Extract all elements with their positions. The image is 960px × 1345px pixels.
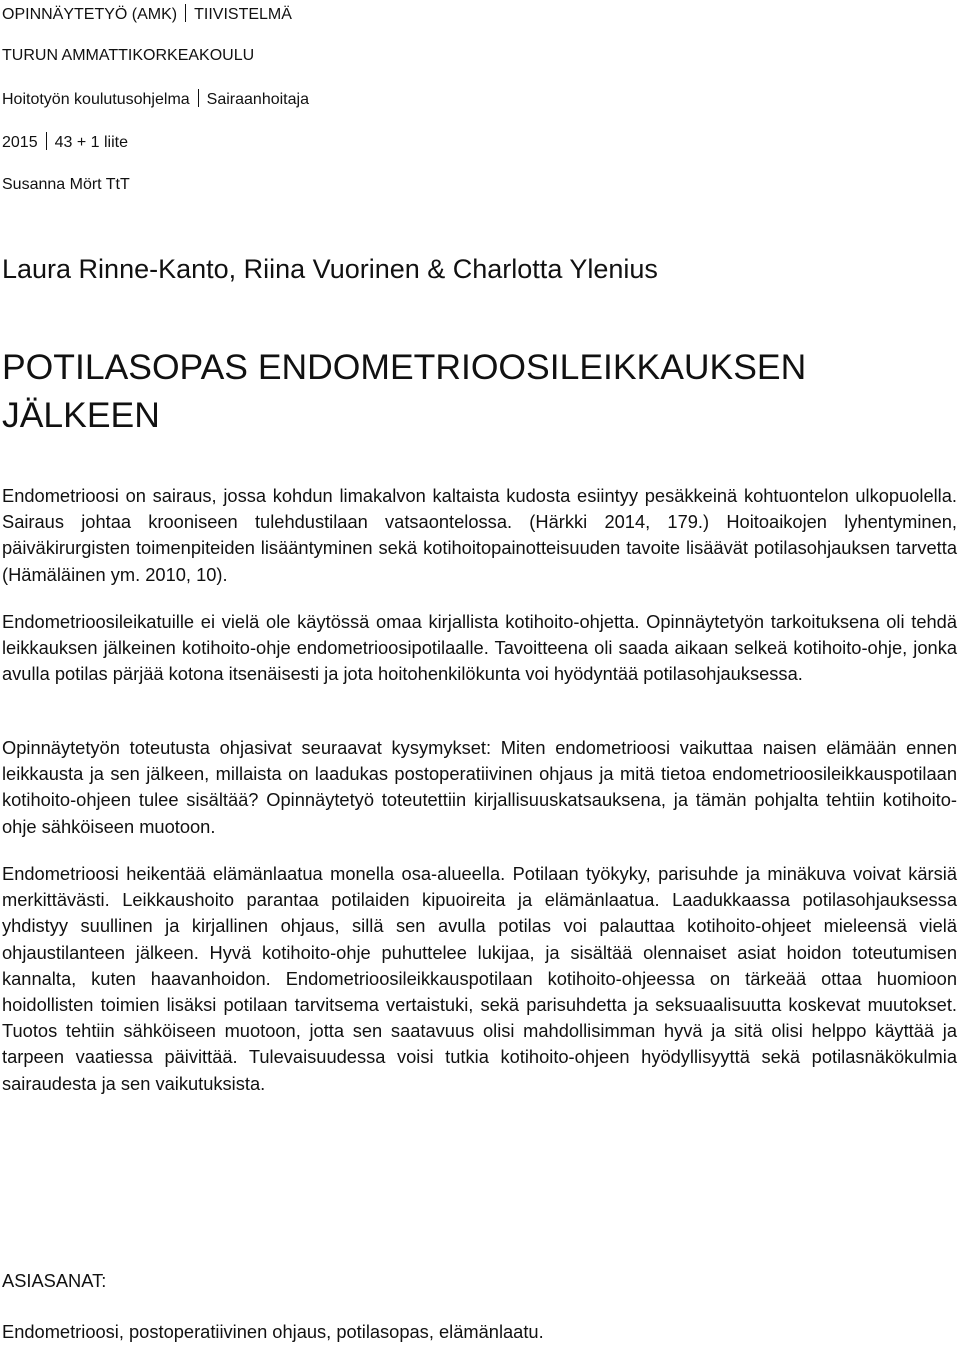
keywords-text: Endometrioosi, postoperatiivinen ohjaus, potilasopas, elämänlaatu. xyxy=(2,1321,544,1342)
separator xyxy=(46,132,47,150)
document-title xyxy=(2,343,806,439)
supervisor: Susanna Mört TtT xyxy=(2,176,130,193)
abstract-paragraph-4: Endometrioosi heikentää elämänlaatua monella osa-alueella. Potilaan työkyky, parisuhde ja minäkuva voivat kärsiä merkittävästi. Leikkaushoito parantaa potilaiden kipuoireita ja elämänlaatua. Laadukkaassa potilasohjauksessa yhdistyy suullinen ja kirjallinen ohjaus, sillä sen avulla potilas voi palauttaa kotihoito-ohjeet mieleensä vielä ohjaustilanteen jälkeen. Hyvä kotihoito-ohje puhuttelee lukijaa, ja sisältää olennaiset asiat hoidon toteutumisen kannalta, kuten haavanhoidon. Endometrioosileikkauspotilaan kotihoito-ohjeessa on tärkeää ottaa huomioon hoidollisten toimien lisäksi potilaan tarvitsema vertaistuki, sekä parisuhdetta ja seksuaalisuutta koskevat muutokset. Tuotos tehtiin sähköiseen muotoon, jotta sen saatavuus olisi mahdollisimman hyvä ja sitä olisi helppo käyttää ja tarpeen vaatiessa päivittää. Tulevaisuudessa voisi tutkia kotihoito-ohjeen hyödyllisyyttä sekä potilasnäkökulmia sairaudesta ja sen vaikutuksista. xyxy=(2,863,957,1094)
year: 2015 xyxy=(2,134,38,151)
title-line-1: POTILASOPAS ENDOMETRIOOSILEIKKAUKSEN xyxy=(2,347,807,387)
specialisation: Sairaanhoitaja xyxy=(206,91,309,108)
authors: Laura Rinne-Kanto, Riina Vuorinen & Charlotta Ylenius xyxy=(2,254,658,284)
year-pages-line xyxy=(2,132,128,153)
programme: Hoitotyön koulutusohjelma xyxy=(2,91,190,108)
doc-subtype: TIIVISTELMÄ xyxy=(194,6,292,23)
programme-line xyxy=(2,89,309,110)
abstract-paragraph-2: Endometrioosileikatuille ei vielä ole käytössä omaa kirjallista kotihoito-ohjetta. Opinnäytetyön tarkoituksena oli tehdä leikkauksen jälkeinen kotihoito-ohje endometrioosipotilaalle. Tavoitteena oli saada aikaan selkeä kotihoito-ohje, jonka avulla potilas pärjää kotona itsenäisesti ja jota hoitohenkilökunta voi hyödyntää potilasohjauksessa. xyxy=(2,611,957,685)
abstract-paragraph-1: Endometrioosi on sairaus, jossa kohdun limakalvon kaltaista kudosta esiintyy pesäkkeinä kohtuontelon ulkopuolella. Sairaus johtaa krooniseen tulehdustilaan vatsaontelossa. (Härkki 2014, 179.) Hoitoaikojen lyhentyminen, päiväkirurgisten toimenpiteiden lisääntyminen sekä kotihoitopainotteisuuden tavoite lisäävät potilasohjauksen tarvetta (Hämäläinen ym. 2010, 10). xyxy=(2,485,957,585)
keywords-label: ASIASANAT: xyxy=(2,1270,107,1291)
abstract-paragraph-3: Opinnäytetyön toteutusta ohjasivat seuraavat kysymykset: Miten endometrioosi vaikuttaa naisen elämään ennen leikkausta ja sen jälkeen, millaista on laadukas postoperatiivinen ohjaus ja mitä tietoa endometrioosileikkauspotilaan kotihoito-ohjeen tulee sisältää? Opinnäytetyö toteutettiin kirjallisuuskatsauksena, ja tämän pohjalta tehtiin kotihoito-ohje sähköiseen muotoon. xyxy=(2,737,957,837)
separator xyxy=(185,4,186,22)
institution: TURUN AMMATTIKORKEAKOULU xyxy=(2,47,255,64)
separator xyxy=(198,89,199,107)
title-line-2: JÄLKEEN xyxy=(2,395,160,435)
doc-type-line xyxy=(2,4,292,25)
page-count: 43 + 1 liite xyxy=(54,134,128,151)
doc-type: OPINNÄYTETYÖ (AMK) xyxy=(2,6,178,23)
